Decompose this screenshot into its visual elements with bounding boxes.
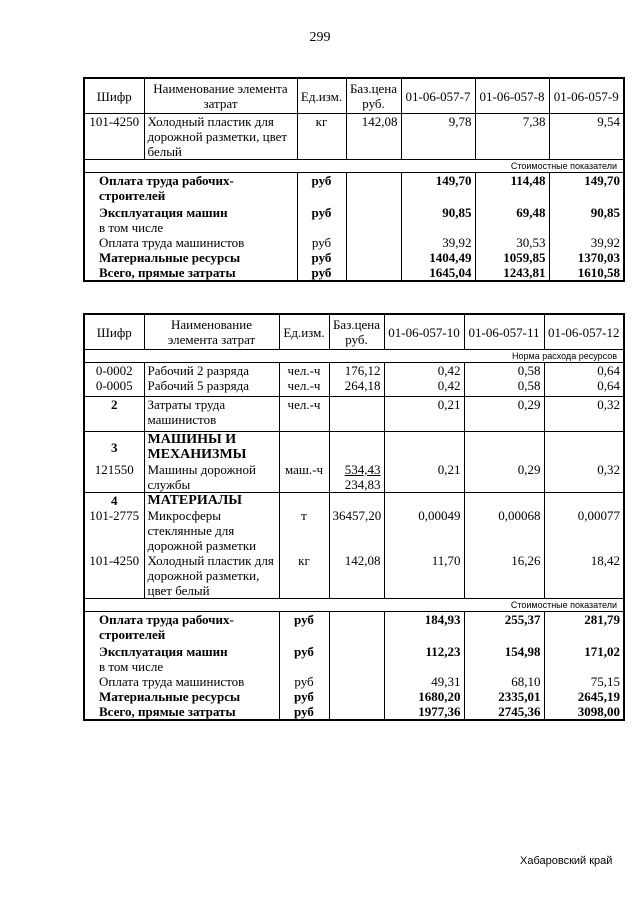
- section-title: МАШИНЫ И МЕХАНИЗМЫ: [144, 432, 279, 463]
- section-code: 4: [84, 493, 144, 509]
- summary-name: Оплата труда рабочих-строителей: [84, 612, 279, 645]
- summary-value-3: 2645,19: [544, 689, 624, 704]
- summary-row: [84, 659, 624, 674]
- row-name: Холодный пластик для дорожной разметки, цвет белый: [144, 553, 279, 599]
- price-primary: 534,43: [344, 462, 381, 477]
- header-col-2: 01-06-057-8: [475, 78, 549, 114]
- row-value-2: 16,26: [464, 553, 544, 599]
- band-row: [84, 350, 624, 363]
- row-value-1: 11,70: [384, 553, 464, 599]
- header-col-2: 01-06-057-11: [464, 314, 544, 350]
- summary-value-1: 112,23: [384, 644, 464, 659]
- summary-name: Всего, прямые затраты: [84, 265, 297, 281]
- summary-row: [84, 235, 624, 250]
- band-cost-indicators: Стоимостные показатели: [84, 160, 624, 173]
- header-price: Баз.цена руб.: [329, 314, 384, 350]
- summary-value-2: 2745,36: [464, 704, 544, 720]
- row-value-3: 0,00077: [544, 508, 624, 553]
- summary-row: [84, 644, 624, 659]
- row-price: [329, 462, 384, 493]
- summary-value-2: 154,98: [464, 644, 544, 659]
- row-code: 101-4250: [84, 114, 144, 160]
- summary-row: [84, 265, 624, 281]
- table-row: [84, 553, 624, 599]
- summary-value-1: 90,85: [401, 205, 475, 220]
- summary-unit: руб: [279, 612, 329, 645]
- table-header-row: [84, 314, 624, 350]
- summary-row: [84, 220, 624, 235]
- summary-name: Материальные ресурсы: [84, 689, 279, 704]
- row-value-1: 9,78: [401, 114, 475, 160]
- row-name: Холодный пластик для дорожной разметки, цвет белый: [144, 114, 297, 160]
- summary-row: [84, 173, 624, 206]
- header-col-3: 01-06-057-12: [544, 314, 624, 350]
- row-code: 0-0005: [84, 378, 144, 397]
- summary-value-1: 1680,20: [384, 689, 464, 704]
- row-value-3: 0,32: [544, 397, 624, 432]
- header-col-1: 01-06-057-7: [401, 78, 475, 114]
- table-row: [84, 114, 624, 160]
- summary-name: Эксплуатация машин: [84, 644, 279, 659]
- table-row: [84, 363, 624, 379]
- summary-row: [84, 674, 624, 689]
- header-unit: Ед.изм.: [297, 78, 346, 114]
- row-value-3: 0,64: [544, 378, 624, 397]
- table-header-row: [84, 78, 624, 114]
- page-number: 299: [309, 30, 331, 45]
- summary-unit: руб: [297, 235, 346, 250]
- band-cost-indicators: Стоимостные показатели: [84, 599, 624, 612]
- row-value-2: 0,29: [464, 462, 544, 493]
- summary-value-1: 49,31: [384, 674, 464, 689]
- summary-unit: руб: [279, 704, 329, 720]
- row-code: 101-2775: [84, 508, 144, 553]
- row-unit: маш.-ч: [279, 462, 329, 493]
- row-unit: кг: [297, 114, 346, 160]
- header-unit: Ед.изм.: [279, 314, 329, 350]
- row-value-3: 0,64: [544, 363, 624, 379]
- row-value-2: 0,58: [464, 378, 544, 397]
- summary-name: Оплата труда рабочих-строителей: [84, 173, 297, 206]
- row-value-3: 18,42: [544, 553, 624, 599]
- band-resource-norm: Норма расхода ресурсов: [84, 350, 624, 363]
- summary-value-1: 1645,04: [401, 265, 475, 281]
- row-value-3: 0,32: [544, 462, 624, 493]
- summary-name: Оплата труда машинистов: [84, 235, 297, 250]
- price-secondary: 234,83: [344, 477, 381, 492]
- row-value-2: 0,29: [464, 397, 544, 432]
- row-unit: чел.-ч: [279, 363, 329, 379]
- summary-value-3: 1610,58: [549, 265, 624, 281]
- row-code: 121550: [84, 462, 144, 493]
- header-code: Шифр: [84, 314, 144, 350]
- row-price: 176,12: [329, 363, 384, 379]
- row-unit: т: [279, 508, 329, 553]
- summary-name: Всего, прямые затраты: [84, 704, 279, 720]
- summary-value-3: 171,02: [544, 644, 624, 659]
- row-name: Рабочий 5 разряда: [144, 378, 279, 397]
- summary-value-2: 69,48: [475, 205, 549, 220]
- summary-unit: руб: [297, 205, 346, 220]
- row-value-1: 0,00049: [384, 508, 464, 553]
- summary-value-2: 1243,81: [475, 265, 549, 281]
- band-row: [84, 599, 624, 612]
- summary-value-2: 68,10: [464, 674, 544, 689]
- row-unit: кг: [279, 553, 329, 599]
- summary-unit: руб: [297, 250, 346, 265]
- summary-value-1: 1977,36: [384, 704, 464, 720]
- header-col-1: 01-06-057-10: [384, 314, 464, 350]
- summary-value-3: 281,79: [544, 612, 624, 645]
- summary-name: Оплата труда машинистов: [84, 674, 279, 689]
- summary-value-3: 3098,00: [544, 704, 624, 720]
- section-row: [84, 493, 624, 509]
- summary-value-3: 75,15: [544, 674, 624, 689]
- summary-name: Эксплуатация машин: [84, 205, 297, 220]
- row-value-1: 0,42: [384, 363, 464, 379]
- cost-table-2: [83, 313, 625, 721]
- summary-value-2: 114,48: [475, 173, 549, 206]
- row-code: 101-4250: [84, 553, 144, 599]
- row-value-3: 9,54: [549, 114, 624, 160]
- row-price: 36457,20: [329, 508, 384, 553]
- summary-name: в том числе: [84, 659, 279, 674]
- summary-row: [84, 612, 624, 645]
- summary-unit: руб: [297, 265, 346, 281]
- summary-unit: руб: [279, 689, 329, 704]
- row-value-1: 0,21: [384, 397, 464, 432]
- summary-row: [84, 250, 624, 265]
- summary-value-3: 39,92: [549, 235, 624, 250]
- footer-region: Хабаровский край: [520, 855, 613, 867]
- section-title: МАТЕРИАЛЫ: [144, 493, 279, 509]
- row-unit: чел.-ч: [279, 397, 329, 432]
- header-code: Шифр: [84, 78, 144, 114]
- row-code: 2: [84, 397, 144, 432]
- summary-value-2: 30,53: [475, 235, 549, 250]
- summary-value-2: 2335,01: [464, 689, 544, 704]
- row-value-2: 0,00068: [464, 508, 544, 553]
- summary-name: Материальные ресурсы: [84, 250, 297, 265]
- row-value-1: 0,42: [384, 378, 464, 397]
- row-value-1: 0,21: [384, 462, 464, 493]
- table-row: [84, 397, 624, 432]
- row-name: Машины дорожной службы: [144, 462, 279, 493]
- summary-row: [84, 704, 624, 720]
- row-name: Затраты труда машинистов: [144, 397, 279, 432]
- header-col-3: 01-06-057-9: [549, 78, 624, 114]
- summary-value-3: 90,85: [549, 205, 624, 220]
- header-name: Наименование элемента затрат: [144, 314, 279, 350]
- summary-value-1: 1404,49: [401, 250, 475, 265]
- band-row: [84, 160, 624, 173]
- row-price: 142,08: [346, 114, 401, 160]
- table-row: [84, 462, 624, 493]
- row-value-2: 7,38: [475, 114, 549, 160]
- summary-value-3: 1370,03: [549, 250, 624, 265]
- summary-value-3: 149,70: [549, 173, 624, 206]
- summary-unit: руб: [279, 674, 329, 689]
- summary-value-2: 1059,85: [475, 250, 549, 265]
- section-code: 3: [84, 432, 144, 463]
- row-name: Микросферы стеклянные для дорожной разметки: [144, 508, 279, 553]
- row-value-2: 0,58: [464, 363, 544, 379]
- table-row: [84, 378, 624, 397]
- summary-value-1: 149,70: [401, 173, 475, 206]
- section-row: [84, 432, 624, 463]
- row-price: 142,08: [329, 553, 384, 599]
- summary-value-1: 39,92: [401, 235, 475, 250]
- row-name: Рабочий 2 разряда: [144, 363, 279, 379]
- row-unit: чел.-ч: [279, 378, 329, 397]
- summary-value-2: 255,37: [464, 612, 544, 645]
- header-name: Наименование элемента затрат: [144, 78, 297, 114]
- header-price: Баз.цена руб.: [346, 78, 401, 114]
- summary-unit: руб: [279, 644, 329, 659]
- summary-unit: руб: [297, 173, 346, 206]
- row-code: 0-0002: [84, 363, 144, 379]
- row-price: 264,18: [329, 378, 384, 397]
- summary-value-1: 184,93: [384, 612, 464, 645]
- summary-row: [84, 689, 624, 704]
- cost-table-1: [83, 77, 625, 282]
- summary-name: в том числе: [84, 220, 297, 235]
- summary-row: [84, 205, 624, 220]
- table-row: [84, 508, 624, 553]
